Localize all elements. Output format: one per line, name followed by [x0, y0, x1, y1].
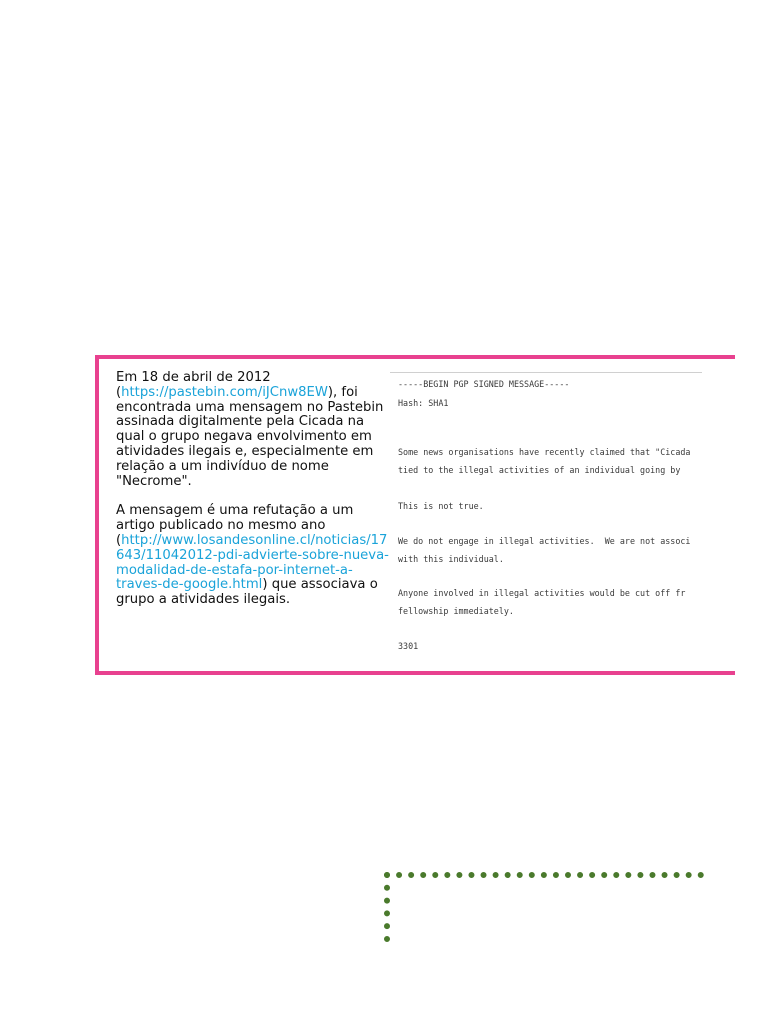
pgp-line-2: tied to the illegal activities of an individual going by	[398, 465, 681, 475]
pgp-hash-line: Hash: SHA1	[398, 398, 449, 408]
p2-text-b: ) que associava o grupo a atividades ilegais.	[116, 577, 378, 608]
pgp-line-4: We do not engage in illegal activities. We are not associ	[398, 536, 691, 546]
pgp-message-screenshot	[390, 372, 702, 658]
p2-text-a: A mensagem é uma refutação a um artigo publicado no mesmo ano (	[116, 503, 354, 548]
pgp-line-1: Some news organisations have recently claimed that "Cicada	[398, 447, 691, 457]
p1-text-b: ), foi encontrada uma mensagem no Pastebin assinada digitalmente pela Cicada na qual o grupo negava envolvimento em atividades ilegais e, especialmente em relação a um indivíduo de nome "Necrome".	[116, 384, 384, 489]
paragraph-1	[116, 371, 390, 489]
pgp-line-5: with this individual.	[398, 554, 504, 564]
pgp-begin-line: -----BEGIN PGP SIGNED MESSAGE-----	[398, 379, 570, 389]
dotted-corner-decoration	[384, 872, 704, 942]
p1-text-a: Em 18 de abril de 2012 (	[116, 370, 271, 400]
pgp-line-3: This is not true.	[398, 501, 484, 511]
losandes-link[interactable]: http://www.losandesonline.cl/noticias/17643/11042012-pdi-advierte-sobre-nueva-modalidad-de-estafa-por-internet-a-traves-de-google.html	[116, 532, 389, 593]
pgp-line-6: Anyone involved in illegal activities would be cut off fr	[398, 588, 686, 598]
article-text	[116, 371, 390, 608]
pgp-line-7: fellowship immediately.	[398, 606, 514, 616]
paragraph-2	[116, 504, 390, 608]
pastebin-link[interactable]: https://pastebin.com/iJCnw8EW	[121, 384, 328, 400]
pgp-signature: 3301	[398, 641, 419, 651]
